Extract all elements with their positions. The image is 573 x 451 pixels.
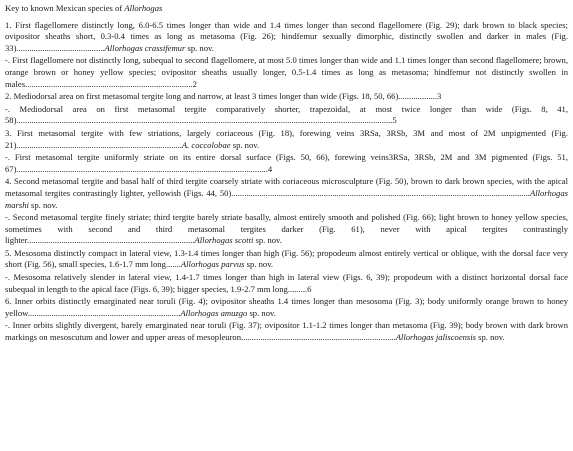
key-couplet: [5, 152, 568, 175]
couplet-suffix: sp. nov.: [244, 259, 274, 270]
couplet-species: Allorhogas scotti: [194, 235, 254, 246]
couplet-species: Allorhogas marshi: [5, 187, 568, 210]
key-couplet: [5, 104, 568, 127]
couplet-text: 1. First flagellomere distinctly long, 6.0-6.5 times longer than wide and 1.4 times longer than second flagellomere (Fig. 29); dark brown to black species; ovipositor sheaths short, 0.3-0.4 times as long as metasoma (Fig. 26); hindfemur sexually dimorphic, distinctly swollen and darker in males (Fig. 33).........................................: [5, 19, 568, 53]
couplet-text: -. Mesosoma relatively slender in lateral view, 1.4-1.7 times longer than high in lateral view (Figs. 6, 39); propodeum with a distinct horizontal dorsal face subequal in length to the apical face (Figs. 6, 39); bigger species, 1.9-2.7 mm long.........6: [5, 272, 568, 294]
key-title-text: Key to known Mexican species of: [5, 3, 125, 13]
key-couplet: [5, 55, 568, 90]
couplet-text: 6. Inner orbits distinctly emarginated near toruli (Fig. 4); ovipositor sheaths 1.4 times longer than mesosoma (Fig. 3); body uniformly orange brown to honey yellow.......................................................................: [5, 296, 568, 318]
key-couplet: [5, 248, 568, 271]
couplet-text: 3. First metasomal tergite with few striations, largely coriaceous (Fig. 18), forewing veins 3RSa, 3RSb, 3M and most of 2M unpigmented (Fig. 21).............................................................................: [5, 127, 568, 150]
couplet-text: -. Second metasomal tergite finely striate; third tergite barely striate basally, almost entirely smooth and polished (Fig. 66); light brown to honey yellow species, sometimes with second and third metasomal tergites darker (Fig. 61), never with apical tergites contrastingly lighter..............................................................................: [5, 212, 568, 246]
key-couplet: [5, 320, 568, 343]
key-title-genus: Allorhogas: [124, 3, 163, 13]
couplet-text: 4. Second metasomal tergite and basal half of third tergite coarsely striate with coriaceous microsculpture (Fig. 50), brown to dark brown species, with the apical metasomal tergites contrastingly lighter, yellowish (Figs. 44, 50)...........................................................................................................................................: [5, 176, 568, 198]
couplet-suffix: sp. nov.: [230, 139, 260, 150]
couplet-species: Allorhogas crassifemur: [104, 42, 186, 53]
couplet-species: Allorhogas amuzgo: [180, 307, 248, 318]
couplet-species: A. coccolobae: [181, 139, 231, 150]
key-couplet: [5, 128, 568, 151]
couplet-text: -. First flagellomere not distinctly long, subequal to second flagellomere, at most 5.0 times longer than wide and 1.1 times longer than second flagellomere; brown, orange brown or honey yellow species; ovipositor sheaths usually longer, 0.5-1.4 times as long as metasoma; hindfemur not distinctly swollen in males..............................................................................2: [5, 55, 568, 89]
couplet-suffix: sp. nov.: [247, 307, 276, 318]
couplet-species: Allorhogas jaliscoensis: [395, 332, 477, 343]
couplet-suffix: sp. nov.: [476, 332, 505, 343]
key-couplet: [5, 91, 568, 103]
couplet-text: 2. Mediodorsal area on first metasomal tergite long and narrow, at least 3 times longer than wide (Figs. 18, 50, 66)..................3: [5, 91, 442, 102]
couplet-species: Allorhogas parvus: [180, 259, 245, 270]
key-couplet: [5, 272, 568, 295]
key-couplet: [5, 176, 568, 211]
couplet-suffix: sp. nov.: [253, 235, 282, 246]
key-couplet: [5, 20, 568, 55]
key-couplet: [5, 212, 568, 247]
couplet-text: 5. Mesosoma distinctly compact in lateral view, 1.3-1.4 times longer than high (Fig. 56); propodeum almost entirely vertical or oblique, with the dorsal face very short (Fig. 56), small species, 1.6-1.7 mm long.......: [5, 247, 568, 270]
couplet-suffix: sp. nov.: [185, 42, 214, 53]
couplet-text: -. Inner orbits slightly divergent, barely emarginated near toruli (Fig. 37); ovipositor 1.1-1.2 times longer than metasoma (Fig. 39); body brown with dark brown markings on mesoscutum and lower and upper areas of mesopleuron........................................................................: [5, 320, 568, 343]
couplet-text: -. First metasomal tergite uniformly striate on its entire dorsal surface (Figs. 50, 66), forewing veins3RSa, 3RSb, 2M and 3M pigmented (Figs. 51, 67).....................................................................................................................4: [5, 152, 568, 174]
key-couplets: [5, 20, 568, 345]
key-couplet: [5, 296, 568, 319]
couplet-suffix: sp. nov.: [28, 199, 58, 210]
key-title: [5, 3, 568, 15]
couplet-text: -. Mediodorsal area on first metasomal tergite comparatively shorter, trapezoidal, at most twice longer than wide (Figs. 8, 41, 58)...............................................................................................................................................................................5: [5, 103, 568, 126]
